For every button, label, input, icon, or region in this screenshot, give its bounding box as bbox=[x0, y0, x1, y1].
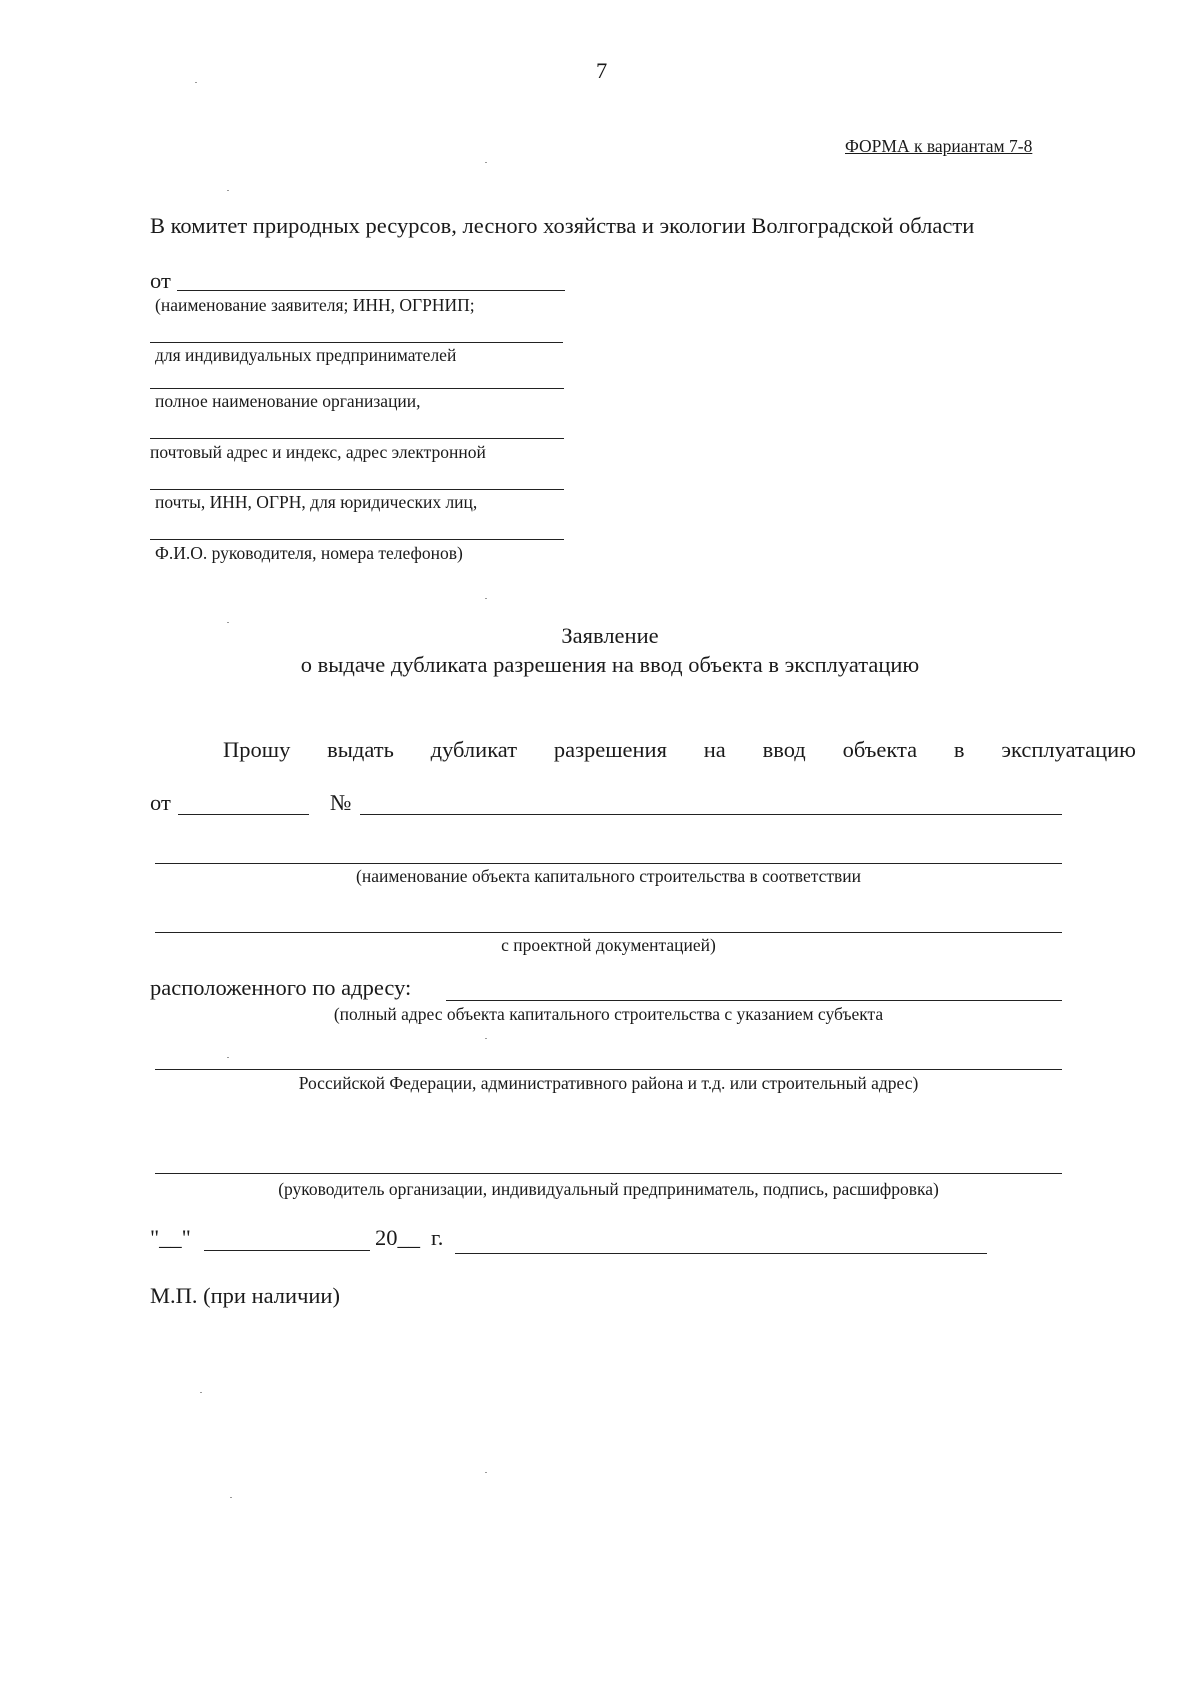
applicant-field-line-1[interactable] bbox=[177, 290, 565, 291]
scan-speck bbox=[195, 82, 197, 83]
signature-hint: (руководитель организации, индивидуальный предприниматель, подпись, расшифровка) bbox=[278, 1179, 939, 1199]
document-title: Заявление bbox=[561, 623, 659, 648]
form-label: ФОРМА к вариантам 7-8 bbox=[845, 136, 1033, 156]
scan-speck bbox=[227, 622, 229, 623]
address-field-line-2[interactable] bbox=[155, 1069, 1062, 1070]
request-word: в bbox=[953, 737, 965, 762]
request-word: дубликат bbox=[430, 737, 518, 762]
from-label: от bbox=[150, 268, 171, 293]
applicant-field-line-3[interactable] bbox=[150, 388, 564, 389]
permit-from-label: от bbox=[150, 790, 171, 815]
scan-speck bbox=[485, 1472, 487, 1473]
applicant-hint-3: полное наименование организации, bbox=[155, 391, 421, 411]
date-month-field[interactable] bbox=[204, 1250, 370, 1251]
object-name-hint-1: (наименование объекта капитального строительства в соответствии bbox=[356, 866, 861, 886]
request-sentence bbox=[223, 737, 1136, 763]
scan-speck bbox=[230, 1497, 232, 1498]
applicant-hint-1: (наименование заявителя; ИНН, ОГРНИП; bbox=[155, 295, 475, 315]
object-name-field-line-1[interactable] bbox=[155, 863, 1062, 864]
object-name-hint-2: с проектной документацией) bbox=[501, 935, 716, 955]
request-word: объекта bbox=[842, 737, 918, 762]
page-number: 7 bbox=[596, 58, 608, 83]
document-subtitle: о выдаче дубликата разрешения на ввод объекта в эксплуатацию bbox=[300, 652, 920, 677]
address-hint-1: (полный адрес объекта капитального строительства с указанием субъекта bbox=[333, 1004, 884, 1024]
signature-field[interactable] bbox=[155, 1173, 1062, 1174]
scan-speck bbox=[227, 1057, 229, 1058]
permit-number-field[interactable] bbox=[360, 814, 1062, 815]
addressee: В комитет природных ресурсов, лесного хозяйства и экологии Волгоградской области bbox=[150, 213, 975, 238]
scan-speck bbox=[485, 162, 487, 163]
applicant-field-line-6[interactable] bbox=[150, 539, 564, 540]
request-word: эксплуатацию bbox=[1001, 737, 1136, 762]
scan-speck bbox=[485, 598, 487, 599]
scan-speck bbox=[227, 190, 229, 191]
scan-speck bbox=[200, 1392, 202, 1393]
scan-speck bbox=[485, 1038, 487, 1039]
request-word: на bbox=[703, 737, 726, 762]
applicant-field-line-4[interactable] bbox=[150, 438, 564, 439]
permit-number-label: № bbox=[330, 790, 352, 815]
date-day-quotes: "__" bbox=[150, 1225, 191, 1250]
request-word: Прошу bbox=[223, 737, 291, 762]
date-year-prefix: 20__ bbox=[375, 1225, 420, 1250]
address-hint-2: Российской Федерации, административного района и т.д. или строительный адрес) bbox=[298, 1073, 919, 1093]
request-word: разрешения bbox=[553, 737, 667, 762]
stamp-label: М.П. (при наличии) bbox=[150, 1283, 340, 1308]
applicant-hint-2: для индивидуальных предпринимателей bbox=[155, 345, 457, 365]
permit-date-field[interactable] bbox=[178, 814, 309, 815]
applicant-hint-4: почтовый адрес и индекс, адрес электронной bbox=[150, 442, 486, 462]
address-field[interactable] bbox=[446, 1000, 1062, 1001]
request-word: ввод bbox=[762, 737, 806, 762]
applicant-hint-5: почты, ИНН, ОГРН, для юридических лиц, bbox=[155, 492, 478, 512]
object-name-field-line-2[interactable] bbox=[155, 932, 1062, 933]
applicant-hint-6: Ф.И.О. руководителя, номера телефонов) bbox=[155, 543, 463, 563]
date-year-suffix: г. bbox=[431, 1225, 444, 1250]
applicant-field-line-5[interactable] bbox=[150, 489, 564, 490]
request-word: выдать bbox=[327, 737, 394, 762]
address-label: расположенного по адресу: bbox=[150, 975, 412, 1000]
date-signature-field[interactable] bbox=[455, 1253, 987, 1254]
applicant-field-line-2[interactable] bbox=[150, 342, 563, 343]
